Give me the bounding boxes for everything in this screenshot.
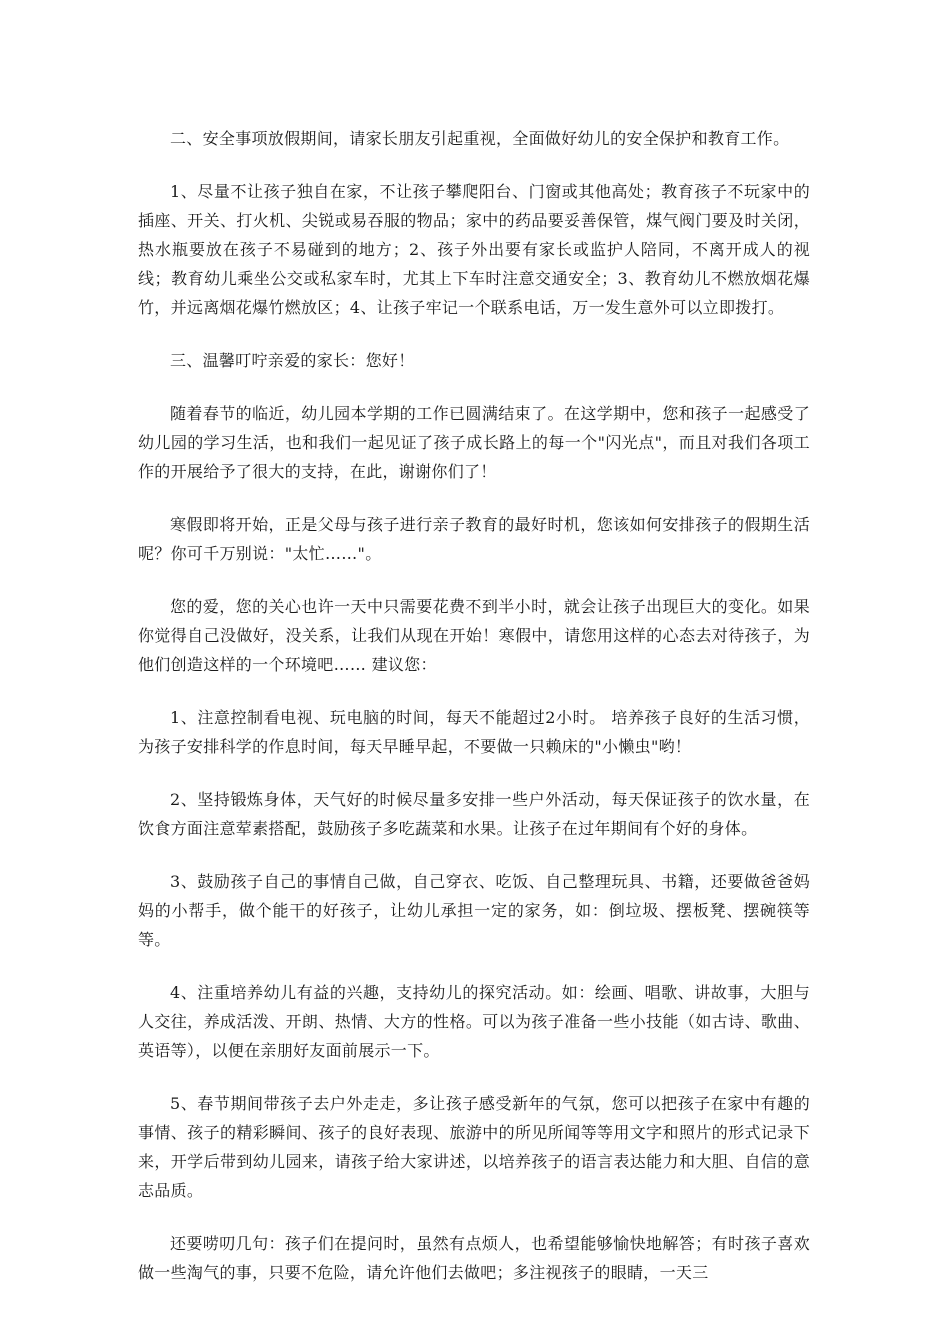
paragraph-semester-summary: 随着春节的临近，幼儿园本学期的工作已圆满结束了。在这学期中，您和孩子一起感受了幼儿园的学习生活，也和我们一起见证了孩子成长路上的每一个"闪光点"，而且对我们各项工作的开展给予了很大的支持，在此，谢谢你们了！ (138, 404, 810, 481)
paragraph-suggestion-2: 2、坚持锻炼身体，天气好的时候尽量多安排一些户外活动，每天保证孩子的饮水量，在饮食方面注意荤素搭配，鼓励孩子多吃蔬菜和水果。让孩子在过年期间有个好的身体。 (138, 790, 810, 838)
paragraph-suggestion-5: 5、春节期间带孩子去户外走走，多让孩子感受新年的气氛，您可以把孩子在家中有趣的事情、孩子的精彩瞬间、孩子的良好表现、旅游中的所见所闻等等用文字和照片的形式记录下来，开学后带到幼儿园来，请孩子给大家讲述，以培养孩子的语言表达能力和大胆、自信的意志品质。 (138, 1094, 810, 1200)
paragraph-safety-heading: 二、安全事项放假期间，请家长朋友引起重视，全面做好幼儿的安全保护和教育工作。 (170, 129, 790, 148)
paragraph-suggestion-1: 1、注意控制看电视、玩电脑的时间，每天不能超过2小时。 培养孩子良好的生活习惯，为孩子安排科学的作息时间，每天早睡早起，不要做一只赖床的"小懒虫"哟！ (138, 708, 810, 756)
paragraph-greeting-heading: 三、温馨叮咛亲爱的家长：您好！ (170, 351, 415, 370)
paragraph-suggestion-3: 3、鼓励孩子自己的事情自己做，自己穿衣、吃饭、自己整理玩具、书籍，还要做爸爸妈妈的小帮手，做个能干的好孩子，让幼儿承担一定的家务，如：倒垃圾、摆板凳、摆碗筷等等。 (138, 872, 810, 949)
paragraph-parent-care: 您的爱，您的关心也许一天中只需要花费不到半小时，就会让孩子出现巨大的变化。如果你觉得自己没做好，没关系，让我们从现在开始！寒假中，请您用这样的心态去对待孩子，为他们创造这样的一个环境吧…… 建议您： (138, 597, 810, 674)
paragraph-closing-advice: 还要唠叨几句：孩子们在提问时，虽然有点烦人，也希望能够愉快地解答；有时孩子喜欢做一些淘气的事，只要不危险，请允许他们去做吧；多注视孩子的眼睛，一天三 (138, 1234, 810, 1282)
paragraph-winter-break: 寒假即将开始，正是父母与孩子进行亲子教育的最好时机，您该如何安排孩子的假期生活呢？你可千万别说："太忙……"。 (138, 515, 810, 563)
document-page (138, 124, 810, 1307)
paragraph-suggestion-4: 4、注重培养幼儿有益的兴趣，支持幼儿的探究活动。如：绘画、唱歌、讲故事，大胆与人交往，养成活泼、开朗、热情、大方的性格。可以为孩子准备一些小技能（如古诗、歌曲、英语等），以便在亲朋好友面前展示一下。 (138, 983, 810, 1060)
paragraph-safety-rules: 1、尽量不让孩子独自在家，不让孩子攀爬阳台、门窗或其他高处；教育孩子不玩家中的插座、开关、打火机、尖锐或易吞服的物品；家中的药品要妥善保管，煤气阀门要及时关闭，热水瓶要放在孩子不易碰到的地方；2、孩子外出要有家长或监护人陪同，不离开成人的视线；教育幼儿乘坐公交或私家车时，尤其上下车时注意交通安全；3、教育幼儿不燃放烟花爆竹，并远离烟花爆竹燃放区；4、让孩子牢记一个联系电话，万一发生意外可以立即拨打。 (138, 182, 810, 317)
